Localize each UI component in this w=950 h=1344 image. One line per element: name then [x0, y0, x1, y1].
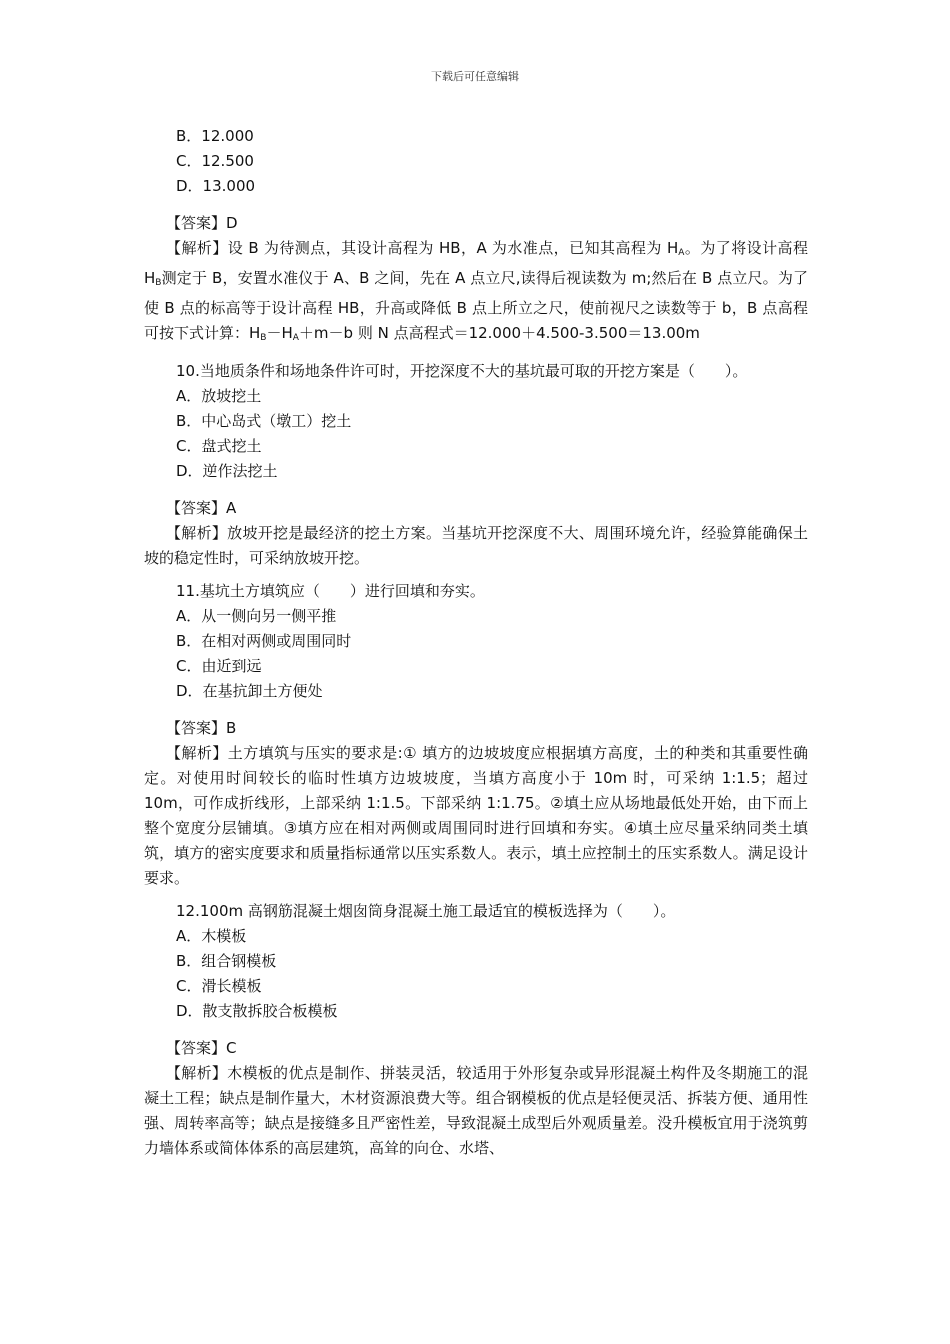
q11-option-a: A．从一侧向另一侧平推: [176, 607, 337, 625]
q12-option-b: B．组合钢模板: [176, 952, 277, 970]
q11-question: 11.基坑土方填筑应（ ）进行回填和夯实。: [176, 582, 485, 600]
q9-exp-sub-a: A: [678, 248, 685, 258]
q11-option-c: C．由近到远: [176, 657, 262, 675]
q11-option-d: D．在基抗卸土方便处: [176, 682, 323, 700]
q9-exp-sub-a2: A: [292, 333, 299, 343]
q12-answer: 【答案】C: [166, 1039, 237, 1057]
q12-question: 12.100m 高钢筋混凝土烟囱筒身混凝土施工最适宜的模板选择为（ ）。: [176, 902, 676, 920]
q9-exp-part2: 。为了将设计高程 H: [144, 239, 808, 287]
q11-answer: 【答案】B: [166, 719, 237, 737]
page-content: [144, 124, 808, 1161]
q9-exp-part4: －H: [266, 324, 293, 342]
q11-option-b: B．在相对两侧或周围同时: [176, 632, 352, 650]
q9-explanation: [144, 236, 808, 351]
q10-explanation: 【解析】放坡开挖是最经济的挖土方案。当基坑开挖深度不大、周围环境允许，经验算能确保土坡的稳定性时，可采纳放坡开挖。: [144, 524, 808, 567]
q9-option-d: D．13.000: [176, 177, 256, 195]
q10-question: 10.当地质条件和场地条件许可时，开挖深度不大的基坑最可取的开挖方案是（ ）。: [176, 362, 748, 380]
q11-explanation: 【解析】土方填筑与压实的要求是:① 填方的边坡坡度应根据填方高度，土的种类和其重要性确定。对使用时间较长的临时性填方边坡坡度，当填方高度小于 10m 时，可采纳 1:1.5；超过 10m，可作成折线形，上部采纳 1:1.5。下部采纳 1:1.75。②填土应从场地最低处开始，由下而上整个宽度分层铺填。③填方应在相对两侧或周围同时进行回填和夯实。④填土应尽量采纳同类土填筑，填方的密实度要求和质量指标通常以压实系数人。表示，填土应控制土的压实系数人。满足设计要求。: [144, 744, 808, 887]
q9-exp-sub-b: B: [155, 278, 162, 288]
q10-option-d: D．逆作法挖土: [176, 462, 278, 480]
q12-option-c: C．滑长模板: [176, 977, 262, 995]
q9-answer: 【答案】D: [166, 214, 238, 232]
q9-exp-part3: 测定于 B，安置水准仪于 A、B 之间，先在 A 点立尺,读得后视读数为 m;然后在 B 点立尺。为了使 B 点的标高等于设计高程 HB，升高或降低 B 点上所立之尺，使前视尺之读数等于 b，B 点高程可按下式计算：H: [144, 269, 808, 342]
q12-option-d: D．散支散拆胶合板模板: [176, 1002, 338, 1020]
q10-option-c: C．盘式挖土: [176, 437, 262, 455]
q10-option-b: B．中心岛式（墩工）挖土: [176, 412, 352, 430]
q9-exp-part5: ＋m－b 则 N 点高程式＝12.000＋4.500-3.500＝13.00m: [298, 324, 700, 342]
q9-option-b: B．12.000: [176, 127, 254, 145]
q9-exp-part1: 【解析】设 B 为待测点，其设计高程为 HB，A 为水准点，已知其高程为 H: [166, 239, 679, 257]
q9-option-c: C．12.500: [176, 152, 254, 170]
q10-option-a: A．放坡挖土: [176, 387, 262, 405]
q12-explanation: 【解析】木模板的优点是制作、拼装灵活，较适用于外形复杂或异形混凝土构件及冬期施工的混凝土工程；缺点是制作量大，木材资源浪费大等。组合钢模板的优点是轻便灵活、拆装方便、通用性强、周转率高等；缺点是接缝多且严密性差，导致混凝土成型后外观质量差。没升模板宜用于浇筑剪力墙体系或简体体系的高层建筑，高耸的向仓、水塔、: [144, 1064, 808, 1157]
q9-exp-sub-b2: B: [260, 333, 267, 343]
q12-option-a: A．木模板: [176, 927, 247, 945]
q10-answer: 【答案】A: [166, 499, 237, 517]
page-header: 下载后可任意编辑: [431, 70, 519, 83]
